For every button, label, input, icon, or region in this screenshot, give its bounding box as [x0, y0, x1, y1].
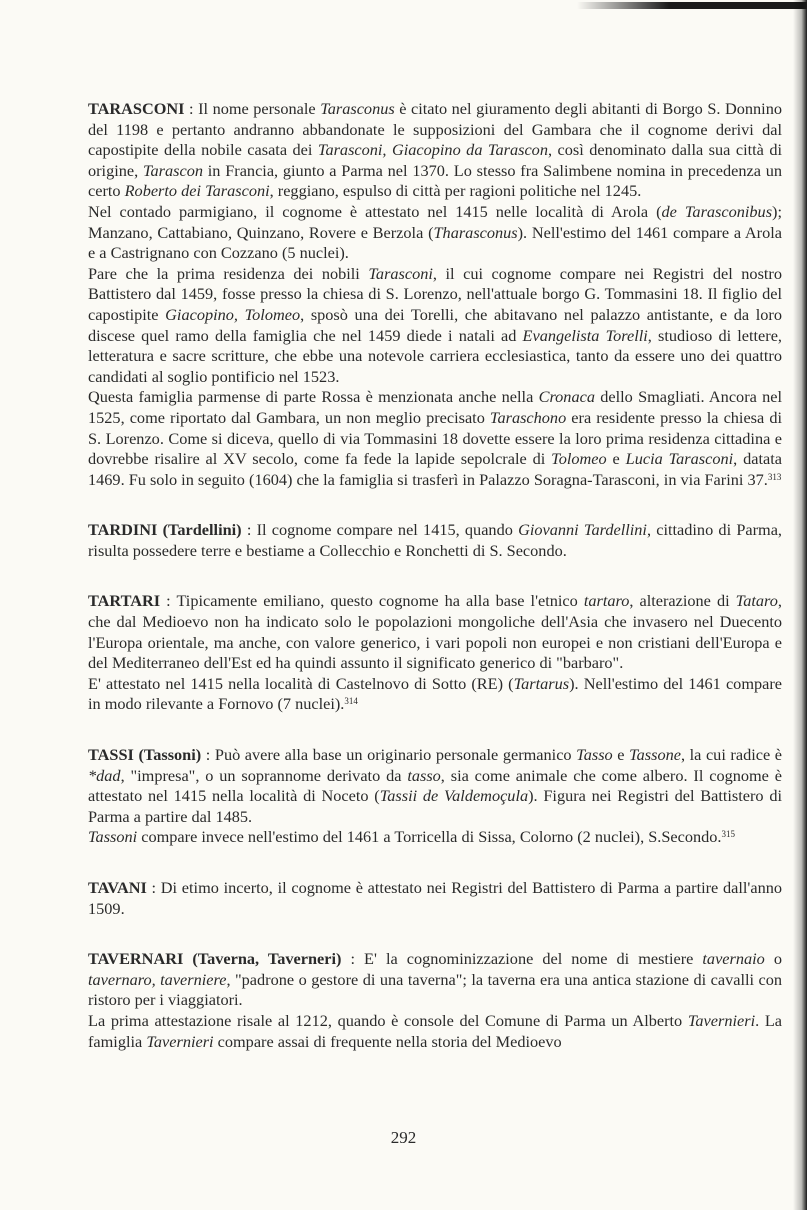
entry-headword: TAVANI [88, 878, 147, 897]
headword-separator: : [201, 745, 215, 765]
entry-headword: TARASCONI [88, 99, 185, 118]
entry-paragraph [88, 520, 782, 561]
headword-separator: : [184, 99, 199, 118]
text-run: , alterazione di [629, 591, 736, 611]
headword-separator: : [341, 949, 365, 969]
text-run: , il cui cognome compare nei Registri del nostro Battistero dal 1459, fosse presso la chiesa di S. Lorenzo, nell'attuale borgo G. Tommasini 18. Il figlio del capostipite [88, 263, 782, 324]
footnote-ref: 313 [767, 471, 782, 482]
entry-paragraph [88, 949, 782, 1011]
text-run: e [612, 745, 630, 765]
text-run: , la cui radice è [680, 745, 783, 765]
entry-headword: TARDINI (Tardellini) [88, 520, 242, 540]
entry-paragraph [88, 202, 782, 264]
text-run: Può avere alla base un originario personale germanico [214, 745, 577, 765]
text-run: La prima attestazione risale al 1212, quando è console del Comune di Parma un Alberto [88, 1010, 688, 1030]
italic-text: Evangelista Torelli [522, 325, 648, 345]
text-run: Tipicamente emiliano, questo cognome ha alla base l'etnico [176, 591, 584, 611]
italic-text: Tasso [576, 745, 613, 765]
text-run: Il cognome compare nel 1415, quando [256, 520, 519, 540]
headword-separator: : [146, 878, 161, 897]
text-run: . La famiglia [88, 1010, 783, 1051]
text-run: , che dal Medioevo non ha indicato solo le popolazioni mongoliche dell'Asia che invasero nel Duecento l'Europa orientale, ma anche, con valore generico, i vari popoli non europei e non cristiani dell'Europa e del Mediterraneo dell'Est ed ha quindi assunto il significato generico di "barbaro". [88, 591, 782, 673]
dictionary-entry [88, 520, 782, 561]
entry-paragraph [88, 1011, 782, 1052]
italic-text: Taraschono [489, 407, 567, 427]
text-run: Nel contado parmigiano, il cognome è attestato nel 1415 nelle località di Arola ( [88, 201, 662, 221]
entry-paragraph [88, 264, 782, 388]
dictionary-entry [88, 949, 782, 1052]
dictionary-entry [88, 878, 782, 919]
italic-text: tavernaro, taverniere [88, 969, 227, 989]
text-run: , così denominato dalla sua città di origine, [88, 140, 782, 180]
text-run: Il nome personale [198, 99, 321, 118]
italic-text: tasso [407, 765, 441, 785]
entry-paragraph [88, 745, 782, 827]
entry-paragraph [88, 387, 782, 490]
text-run: , reggiano, espulso di città per ragioni politiche nel 1245. [269, 181, 642, 201]
text-run: dello Smagliati. Ancora nel 1525, come riportato dal Gambara, un non meglio precisato [88, 387, 783, 427]
italic-text: Tarasconi, Giacopino da Tarascon [317, 140, 548, 160]
text-run: Pare che la prima residenza dei nobili [88, 263, 369, 283]
dictionary-entry [88, 591, 782, 715]
text-run: o [764, 949, 782, 969]
headword-separator: : [160, 591, 177, 611]
text-run: , datata 1469. Fu solo in seguito (1604) che la famiglia si trasferì in Palazzo Soragna-Tarasconi, in via Farini 37. [88, 449, 782, 489]
headword-separator: : [241, 520, 257, 540]
footnote-ref: 315 [721, 829, 735, 840]
italic-text: Tarasconus [320, 99, 395, 118]
text-run: , "padrone o gestore di una taverna"; la taverna era una antica stazione di cavalli con ristoro per i viaggiatori. [88, 969, 782, 1010]
italic-text: Lucia Tarasconi [625, 449, 734, 469]
text-run: ); Manzano, Cattabiano, Quinzano, Rovere e Berzola ( [88, 201, 782, 242]
text-run: ). Nell'estimo del 1461 compare a Arola e a Castrignano con Cozzano (5 nuclei). [88, 222, 782, 263]
text-run: , "impresa", o un soprannome derivato da [120, 765, 408, 785]
italic-text: Tavernieri [687, 1010, 756, 1030]
text-run: ). Figura nei Registri del Battistero di Parma a partire dal 1485. [88, 786, 783, 826]
dictionary-entry [88, 745, 782, 848]
entry-paragraph [88, 878, 782, 919]
page-number: 292 [390, 1128, 417, 1147]
text-run: ). Nell'estimo del 1461 compare in modo rilevante a Fornovo (7 nuclei). [88, 673, 782, 714]
text-run: Di etimo incerto, il cognome è attestato nei Registri del Battistero di Parma a partire dall'anno 1509. [88, 878, 782, 918]
text-run: , studioso di lettere, letteratura e sacre scritture, che ebbe una notevole carriera ecclesiastica, tanto da essere uno dei quattro candidati al soglio pontificio nel 1523. [88, 325, 783, 386]
text-run: compare assai di frequente nella storia del Medioevo [213, 1031, 562, 1051]
dictionary-entries [88, 99, 782, 1082]
text-run: era residente presso la chiesa di S. Lorenzo. Come si diceva, quello di via Tommasini 18 dovette essere la loro prima residenza cittadina e dovrebbe risalire al XV secolo, come fa fede la lapide sepolcrale di [88, 407, 782, 469]
entry-headword: TARTARI [88, 591, 161, 611]
page-edge-shadow [793, 0, 807, 1210]
text-run: Questa famiglia parmense di parte Rossa è menzionata anche nella [88, 387, 539, 407]
entry-paragraph [88, 99, 782, 202]
footnote-ref: 314 [344, 696, 358, 707]
entry-headword: TASSI (Tassoni) [88, 745, 202, 765]
text-run: è citato nel giuramento degli abitanti di Borgo S. Donnino del 1198 e pertanto andranno abbandonate le supposizioni del Gambara che il cognome derivi dal capostipite della nobile casata dei [88, 99, 782, 160]
dictionary-entry [88, 99, 782, 490]
text-run: , sia come animale che come albero. Il cognome è attestato nel 1415 nella località di Noceto ( [88, 765, 782, 806]
text-run: E' la cognominizzazione del nome di mestiere [364, 949, 703, 969]
italic-text: Tassii de Valdemoçula [379, 786, 529, 806]
italic-text: Giovanni Tardellini [518, 520, 647, 540]
text-run: E' attestato nel 1415 nella località di Castelnovo di Sotto (RE) ( [88, 673, 514, 693]
text-run: e [606, 449, 626, 469]
italic-text: Tolomeo [551, 449, 607, 469]
entry-paragraph [88, 674, 782, 715]
italic-text: Tarasconi [368, 263, 433, 283]
italic-text: Tharasconus [433, 222, 518, 242]
text-run: , sposò una dei Torelli, che abitavano nel palazzo antistante, e da loro discese quel ramo della famiglia che nel 1459 diede i natali ad [88, 304, 782, 345]
italic-text: tartaro [583, 591, 630, 611]
italic-text: Giacopino, Tolomeo [165, 304, 301, 324]
entry-paragraph [88, 591, 782, 673]
italic-text: Tassoni [88, 827, 138, 847]
text-run: , cittadino di Parma, risulta possedere terre e bestiame a Collecchio e Ronchetti di S. Secondo. [88, 520, 782, 560]
italic-text: Tataro [735, 591, 778, 611]
italic-text: Tarascon [142, 160, 203, 180]
italic-text: Roberto dei Tarasconi [124, 181, 270, 201]
entry-headword: TAVERNARI (Taverna, Taverneri) [88, 949, 342, 969]
italic-text: Tavernieri [146, 1031, 214, 1051]
italic-text: tavernaio [702, 949, 765, 969]
italic-text: Tartarus [513, 673, 570, 693]
page-edge-shadow-top [577, 2, 807, 9]
entry-paragraph [88, 827, 782, 848]
italic-text: *dad [88, 765, 121, 785]
italic-text: de Tarasconibus [661, 201, 773, 221]
text-run: compare invece nell'estimo del 1461 a Torricella di Sissa, Colorno (2 nuclei), S.Secondo. [137, 827, 722, 847]
text-run: in Francia, giunto a Parma nel 1370. Lo stesso fra Salimbene nomina in precedenza un certo [88, 160, 782, 201]
italic-text: Tassone [629, 745, 681, 765]
italic-text: Cronaca [538, 387, 595, 407]
